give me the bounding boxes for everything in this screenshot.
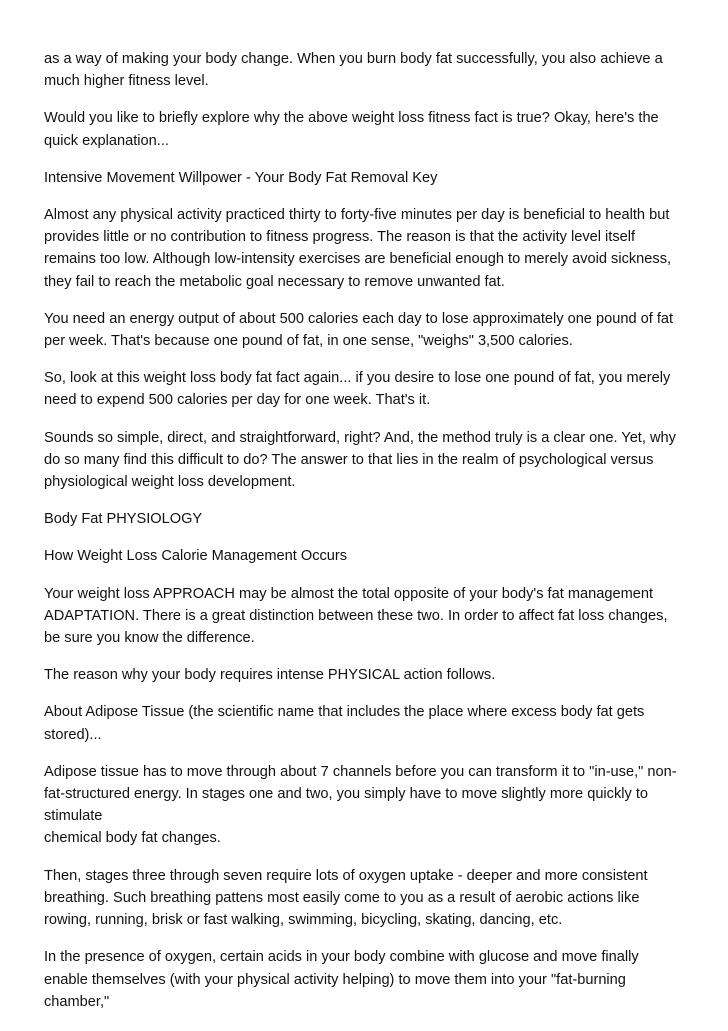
- paragraph-explore-question: Would you like to briefly explore why the above weight loss fitness fact is true? Okay, here's the quick explanation...: [44, 110, 659, 149]
- paragraph-adipose-tissue-intro: About Adipose Tissue (the scientific name that includes the place where excess body fat gets stored)...: [44, 704, 645, 743]
- paragraph-physical-activity: Almost any physical activity practiced thirty to forty-five minutes per day is beneficial to health but provides little or no contribution to fitness progress. The reason is that the activity level itself remains too low. Although low-intensity exercises are beneficial enough to merely avoid sickness, they fail to reach the metabolic goal necessary to remove unwanted fat.: [44, 207, 672, 290]
- document-page: [44, 48, 689, 1028]
- paragraph-energy-output: You need an energy output of about 500 calories each day to lose approximately one pound of fat per week. That's because one pound of fat, in one sense, "weighs" 3,500 calories.: [44, 310, 674, 350]
- section-heading-physiology: Body Fat PHYSIOLOGY: [44, 511, 203, 528]
- section-heading-calorie-management: How Weight Loss Calorie Management Occurs: [44, 548, 348, 565]
- paragraph-adipose-channels: Adipose tissue has to move through about 7 channels before you can transform it to "in-use," non- fat-structured energy. In stages one and two, you simply have to move slightly more quickly to stimulate chemical body fat changes.: [44, 763, 677, 847]
- paragraph-approach-adaptation: Your weight loss APPROACH may be almost the total opposite of your body's fat management ADAPTATION. There is a great distinction between these two. In order to affect fat loss changes, be sure you know the difference.: [44, 585, 668, 647]
- paragraph-oxygen-uptake: Then, stages three through seven require lots of oxygen uptake - deeper and more consistent breathing. Such breathing pattens most easily come to you as a result of aerobic actions like rowing, running, brisk or fast walking, swimming, bicycling, skating, dancing, etc.: [44, 867, 648, 929]
- paragraph-physical-action: The reason why your body requires intense PHYSICAL action follows.: [44, 667, 496, 684]
- paragraph-intro-continuation: as a way of making your body change. When you burn body fat successfully, you also achieve a much higher fitness level.: [44, 51, 663, 90]
- paragraph-presence-of-oxygen: In the presence of oxygen, certain acids in your body combine with glucose and move finally enable themselves (with your physical activity helping) to move them into your "fat-burning chamber,": [44, 949, 639, 1010]
- section-heading-intensive-movement: Intensive Movement Willpower - Your Body Fat Removal Key: [44, 169, 438, 186]
- paragraph-sounds-simple: Sounds so simple, direct, and straightforward, right? And, the method truly is a clear one. Yet, why do so many find this difficult to do? The answer to that lies in the realm of psychological versus physiological weight loss development.: [44, 429, 676, 491]
- paragraph-fat-fact: So, look at this weight loss body fat fact again... if you desire to lose one pound of fat, you merely need to expend 500 calories per day for one week. That's it.: [44, 370, 671, 409]
